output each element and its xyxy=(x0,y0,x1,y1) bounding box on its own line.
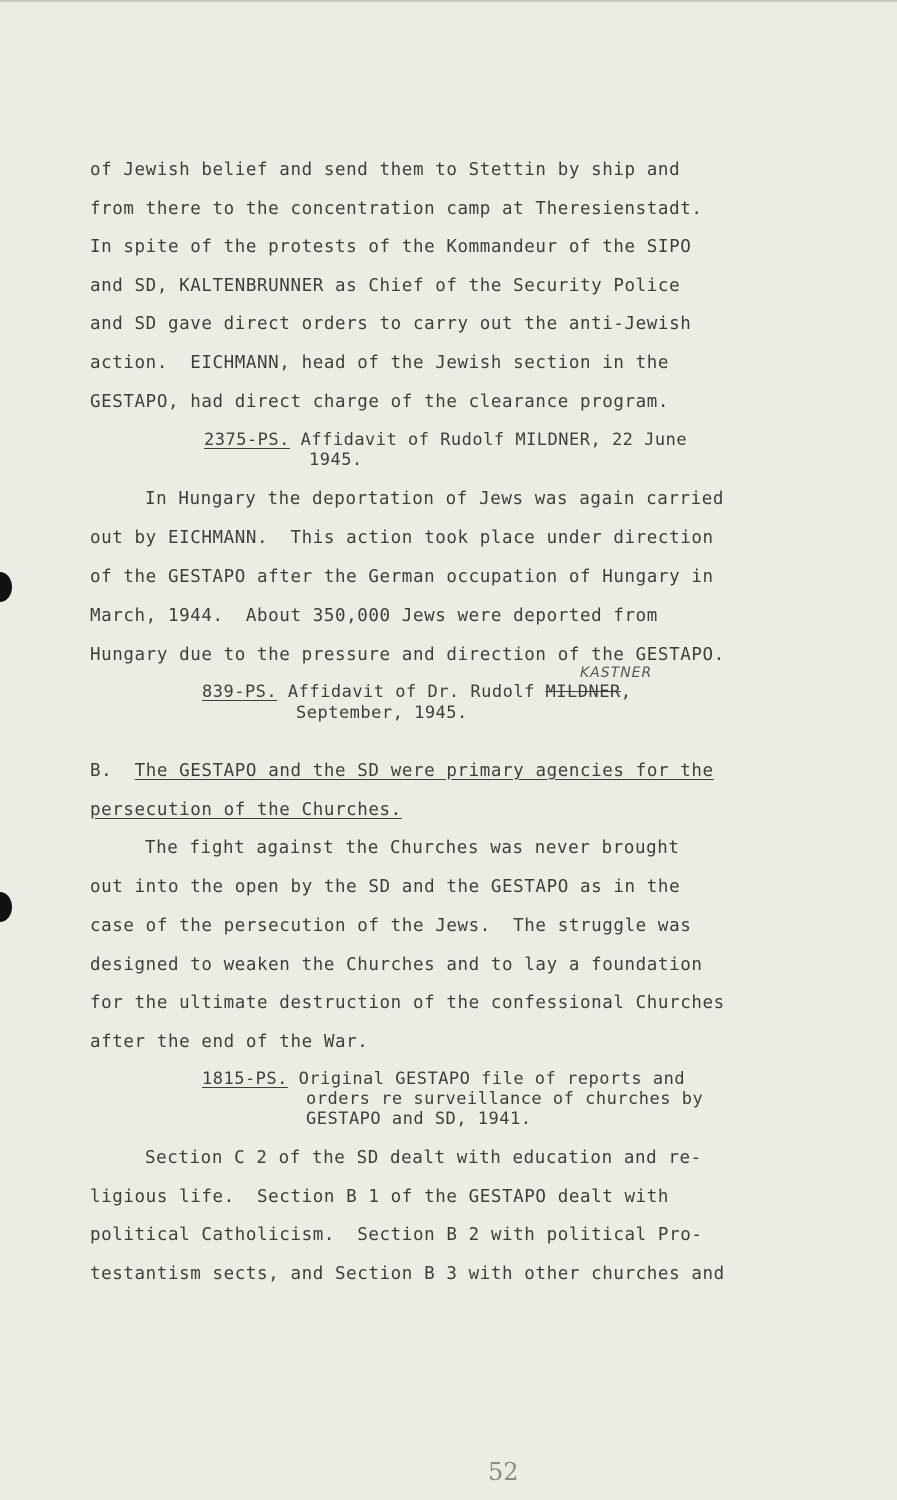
body-text-line: from there to the concentration camp at Theresienstadt. xyxy=(90,199,703,219)
body-text-line: ligious life. Section B 1 of the GESTAPO dealt with xyxy=(90,1187,670,1207)
struck-name: MILDNER xyxy=(545,682,621,702)
citation-block xyxy=(202,683,631,702)
page-number: 52 xyxy=(488,1458,519,1486)
citation-text: Affidavit of Rudolf MILDNER, 22 June xyxy=(300,430,688,450)
body-text-line: GESTAPO, had direct charge of the clearance program. xyxy=(90,392,670,412)
body-text-line: In Hungary the deportation of Jews was again carried xyxy=(145,489,725,509)
body-text-line: political Catholicism. Section B 2 with political Pro- xyxy=(90,1225,703,1245)
top-edge-line xyxy=(0,0,897,2)
citation-text: 1945. xyxy=(309,450,363,470)
citation-block xyxy=(204,431,687,450)
body-text-line: designed to weaken the Churches and to lay a foundation xyxy=(90,955,703,975)
body-text-line: for the ultimate destruction of the confessional Churches xyxy=(90,993,725,1013)
body-text-line: of Jewish belief and send them to Stettin by ship and xyxy=(90,160,681,180)
citation-punct: , xyxy=(620,682,632,702)
citation-reference: 2375-PS. xyxy=(204,430,290,450)
body-text-line: testantism sects, and Section B 3 with other churches and xyxy=(90,1264,725,1284)
binder-hole xyxy=(0,572,12,602)
body-text-line: and SD gave direct orders to carry out the anti-Jewish xyxy=(90,314,692,334)
body-text-line: out into the open by the SD and the GESTAPO as in the xyxy=(90,877,681,897)
body-text-line: The fight against the Churches was never brought xyxy=(145,838,680,858)
citation-reference: 1815-PS. xyxy=(202,1069,288,1089)
citation-block xyxy=(202,1070,685,1089)
body-text-line: action. EICHMANN, head of the Jewish section in the xyxy=(90,353,670,373)
handwritten-correction: KASTNER xyxy=(580,665,653,681)
body-text-line: March, 1944. About 350,000 Jews were deported from xyxy=(90,606,658,626)
section-heading xyxy=(90,760,714,782)
citation-reference: 839-PS. xyxy=(202,682,278,702)
section-heading-text: persecution of the Churches. xyxy=(90,800,402,820)
citation-text: orders re surveillance of churches by xyxy=(306,1089,704,1109)
body-text-line: Hungary due to the pressure and direction of the GESTAPO. xyxy=(90,645,725,665)
section-label: B. xyxy=(90,761,113,781)
citation-text: Original GESTAPO file of reports and xyxy=(298,1069,686,1089)
body-text-line: case of the persecution of the Jews. The struggle was xyxy=(90,916,692,936)
body-text-line: Section C 2 of the SD dealt with education and re- xyxy=(145,1148,702,1168)
body-text-line: and SD, KALTENBRUNNER as Chief of the Security Police xyxy=(90,276,681,296)
body-text-line: after the end of the War. xyxy=(90,1032,369,1052)
body-text-line: out by EICHMANN. This action took place under direction xyxy=(90,528,714,548)
body-text-line: of the GESTAPO after the German occupation of Hungary in xyxy=(90,567,714,587)
section-heading-text: The GESTAPO and the SD were primary agencies for the xyxy=(134,761,714,781)
citation-text: September, 1945. xyxy=(296,703,468,723)
body-text-line: In spite of the protests of the Kommandeur of the SIPO xyxy=(90,237,692,257)
citation-text: Affidavit of Dr. Rudolf xyxy=(287,682,546,702)
binder-hole xyxy=(0,892,12,922)
citation-text: GESTAPO and SD, 1941. xyxy=(306,1109,532,1129)
